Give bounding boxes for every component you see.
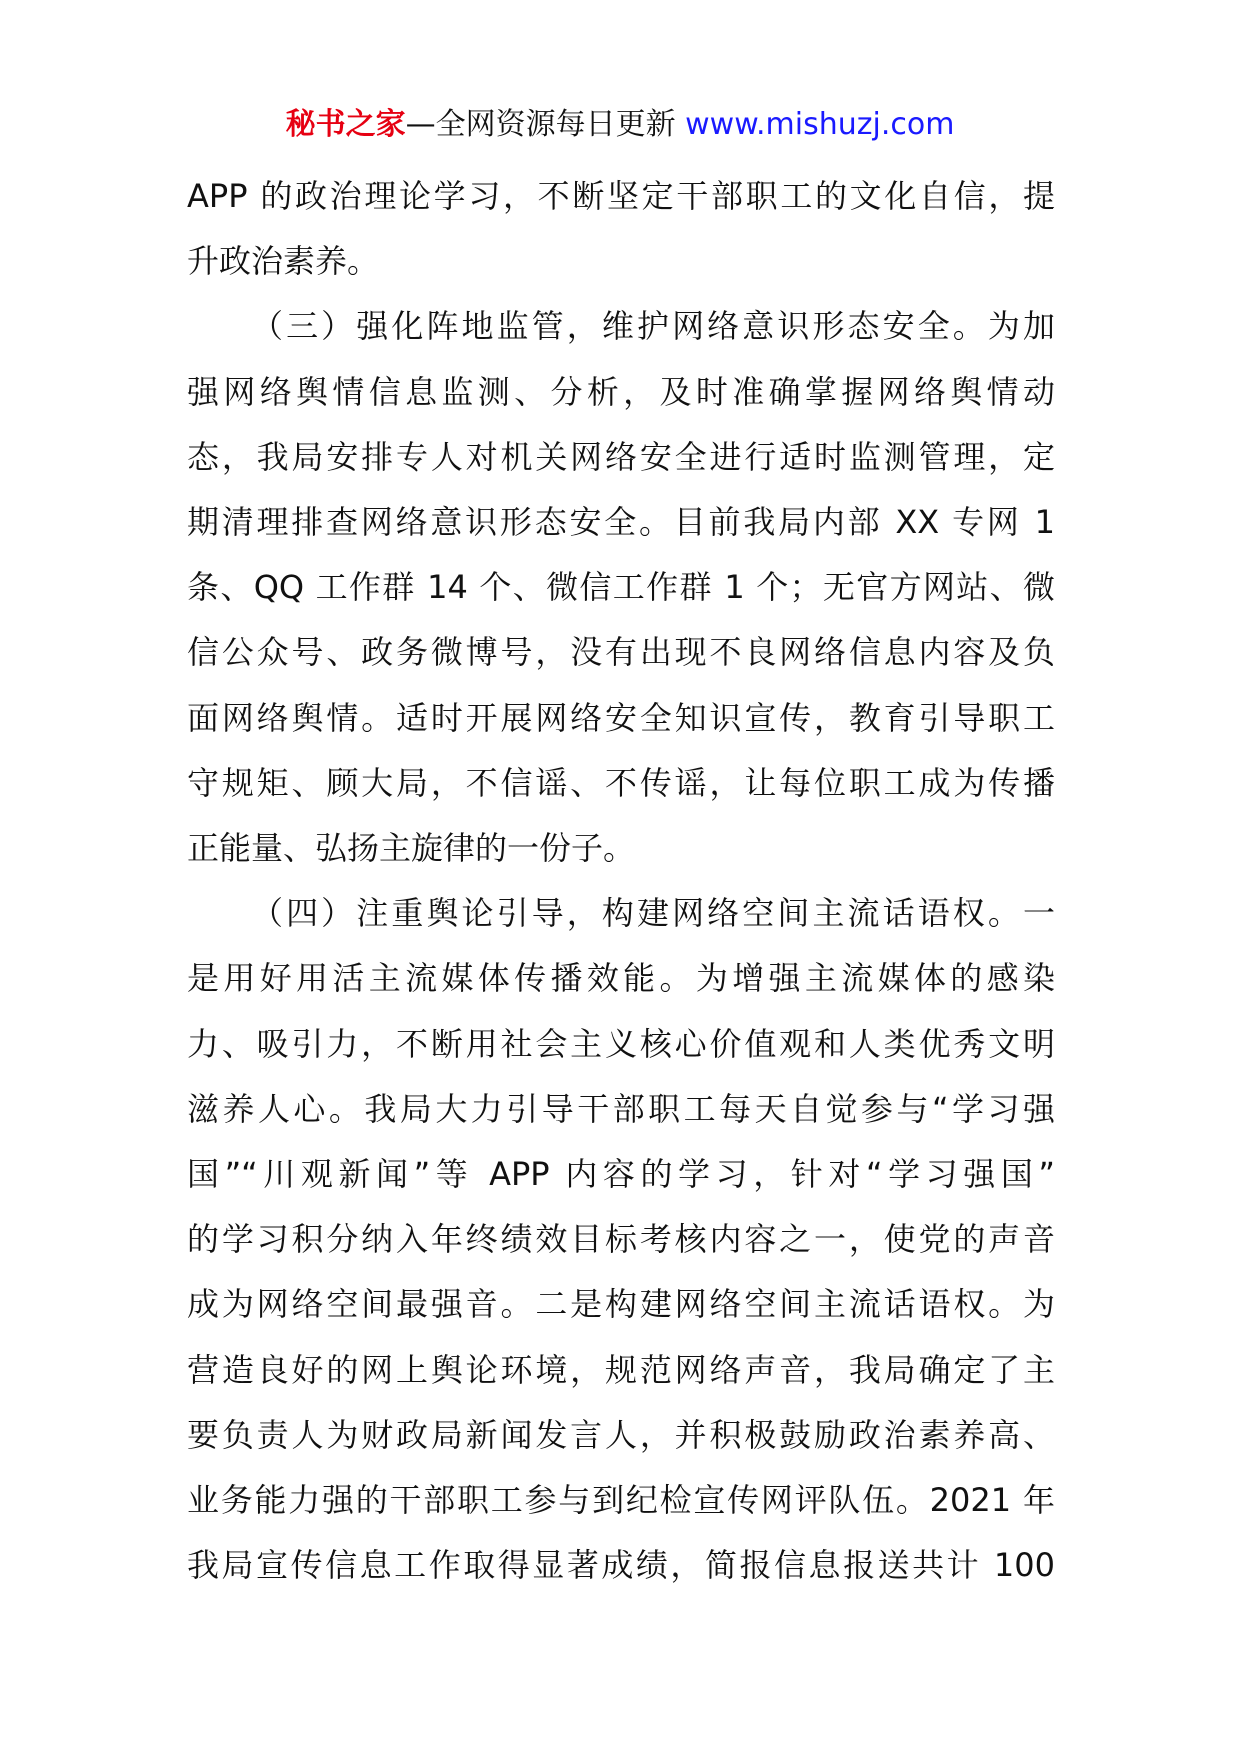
text-line: 力、吸引力，不断用社会主义核心价值观和人类优秀文明 xyxy=(187,1024,1055,1063)
text-line: APP 的政治理论学习，不断坚定干部职工的文化自信，提 xyxy=(187,177,1055,215)
paragraph-1 xyxy=(187,164,1055,294)
text-line: 期清理排查网络意识形态安全。目前我局内部 XX 专网 1 xyxy=(187,503,1055,542)
paragraph-3 xyxy=(187,881,1055,1598)
text-line: 是用好用活主流媒体传播效能。为增强主流媒体的感染 xyxy=(187,959,1055,998)
brand-name: 秘书之家 xyxy=(285,107,406,142)
header-tagline: —全网资源每日更新 xyxy=(405,107,676,142)
text-line: 要负责人为财政局新闻发言人，并积极鼓励政治素养高、 xyxy=(187,1415,1055,1454)
text-line: 守规矩、顾大局，不信谣、不传谣，让每位职工成为传播 xyxy=(187,763,1055,802)
text-line: 国”“川观新闻”等 APP 内容的学习，针对“学习强国” xyxy=(187,1155,1055,1194)
document-body xyxy=(187,164,1055,1598)
text-line: 面网络舆情。适时开展网络安全知识宣传，教育引导职工 xyxy=(187,698,1055,737)
text-line: 条、QQ 工作群 14 个、微信工作群 1 个；无官方网站、微 xyxy=(187,568,1055,607)
text-line: （三）强化阵地监管，维护网络意识形态安全。为加 xyxy=(251,307,1055,346)
text-line: 态，我局安排专人对机关网络安全进行适时监测管理，定 xyxy=(187,437,1055,476)
paragraph-2 xyxy=(187,294,1055,881)
text-line: 强网络舆情信息监测、分析，及时准确掌握网络舆情动 xyxy=(187,372,1055,411)
site-header xyxy=(0,103,1240,147)
text-line: 信公众号、政务微博号，没有出现不良网络信息内容及负 xyxy=(187,633,1055,672)
text-line: 我局宣传信息工作取得显著成绩，简报信息报送共计 100 xyxy=(187,1546,1055,1585)
text-line: 成为网络空间最强音。二是构建网络空间主流话语权。为 xyxy=(187,1285,1055,1324)
text-line: 营造良好的网上舆论环境，规范网络声音，我局确定了主 xyxy=(187,1350,1055,1389)
text-line: （四）注重舆论引导，构建网络空间主流话语权。一 xyxy=(251,894,1055,933)
site-url-link[interactable]: www.mishuzj.com xyxy=(685,107,955,142)
text-line: 的学习积分纳入年终绩效目标考核内容之一，使党的声音 xyxy=(187,1220,1055,1259)
text-line: 正能量、弘扬主旋律的一份子。 xyxy=(187,829,636,868)
text-line: 滋养人心。我局大力引导干部职工每天自觉参与“学习强 xyxy=(187,1089,1055,1128)
text-line: 业务能力强的干部职工参与到纪检宣传网评队伍。2021 年 xyxy=(187,1481,1055,1520)
text-line: 升政治素养。 xyxy=(187,242,380,281)
